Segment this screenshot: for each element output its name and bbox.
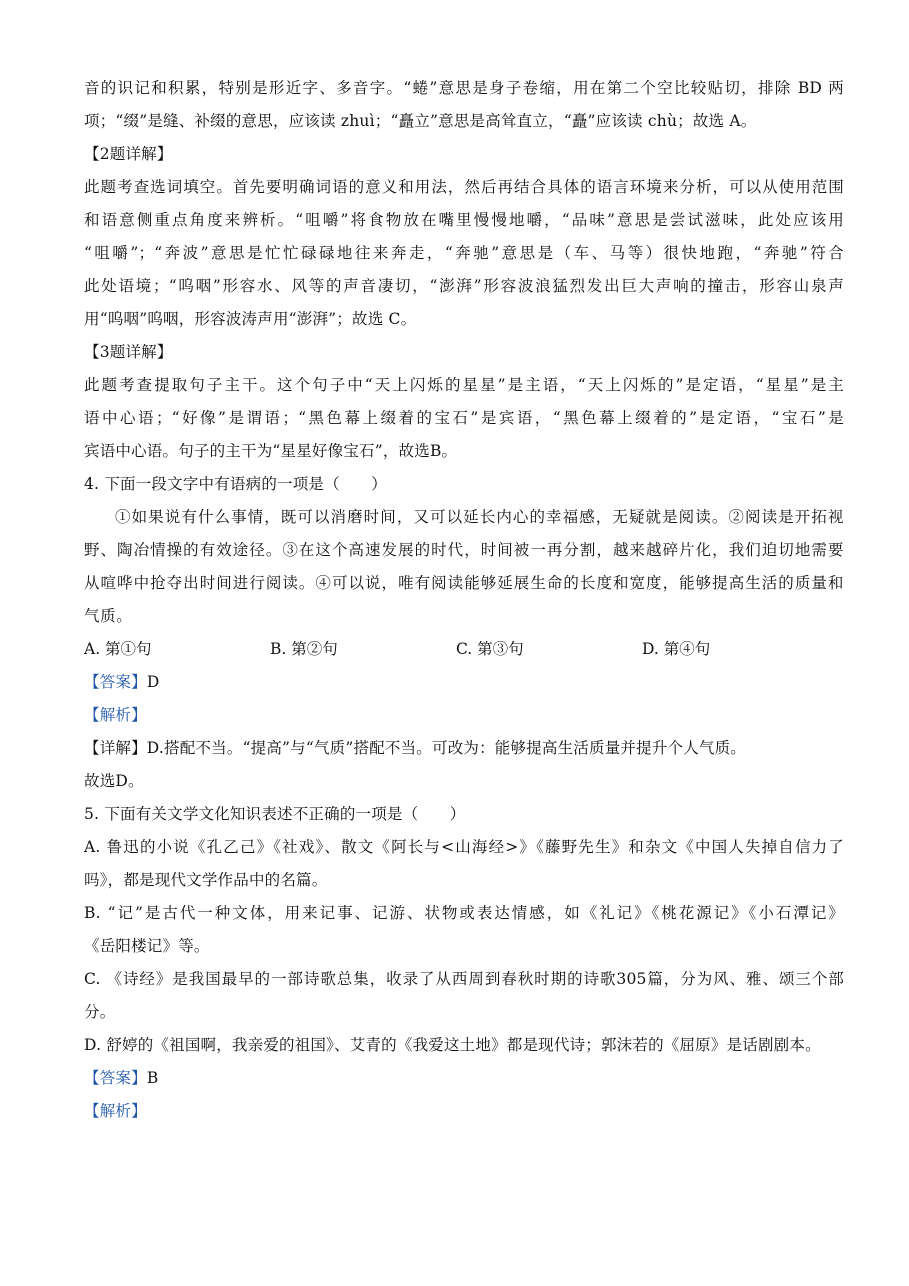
- q5-analysis-heading: [84, 1095, 844, 1128]
- answer-value: D: [146, 673, 160, 691]
- q3-detail-line: 宾语中心语。句子的主干为“星星好像宝石”，故选B。: [84, 442, 458, 460]
- document-page: [84, 72, 844, 1128]
- q4-analysis-heading: [84, 699, 844, 732]
- q4-passage: [84, 501, 844, 633]
- q2-detail-line: 用“呜咽”呜咽，形容波涛声用“澎湃”；故选 C。: [84, 310, 417, 328]
- passage-line: 从喧哗中抢夺出时间进行阅读。④可以说，唯有阅读能够延展生命的长度和宽度，能够提高生活的质量和: [84, 574, 844, 592]
- passage-line: 野、陶冶情操的有效途径。③在这个高速发展的时代，时间被一再分割，越来越碎片化，我们迫切地需要: [84, 541, 844, 559]
- analysis-tag: 【解析】: [84, 1102, 147, 1120]
- q3-detail-line: 此题考查提取句子主干。这个句子中“天上闪烁的星星”是主语，“天上闪烁的”是定语，“星星”是主: [84, 376, 844, 394]
- q4-options: [84, 633, 844, 666]
- q5-option-a-line: A. 鲁迅的小说《孔乙己》《社戏》、散文《阿长与<山海经>》《藤野先生》和杂文《中国人失掉自信力了: [84, 838, 844, 856]
- option-b: B. 第②句: [270, 640, 338, 658]
- q5-option-b-line: 《岳阳楼记》等。: [84, 937, 210, 955]
- analysis-tag: 【解析】: [84, 706, 147, 724]
- answer-tag: 【答案】: [84, 1069, 147, 1087]
- q2-detail-line: 此题考查选词填空。首先要明确词语的意义和用法，然后再结合具体的语言环境来分析，可以从使用范围: [84, 178, 844, 196]
- q4-stem: 4. 下面一段文字中有语病的一项是（ ）: [84, 475, 387, 493]
- option-a: A. 第①句: [84, 640, 152, 658]
- q5-answer: [84, 1062, 844, 1095]
- answer-tag: 【答案】: [84, 673, 147, 691]
- explanation-line: 音的识记和积累，特别是形近字、多音字。“蜷”意思是身子卷缩，用在第二个空比较贴切，排除 BD 两: [84, 79, 844, 97]
- q4-conclusion: 故选D。: [84, 772, 144, 790]
- option-c: C. 第③句: [456, 640, 524, 658]
- q5-option-c-line: C. 《诗经》是我国最早的一部诗歌总集，收录了从西周到春秋时期的诗歌305篇，分为风、雅、颂三个部: [84, 970, 844, 988]
- passage-line: 气质。: [84, 607, 133, 625]
- q4-detail: 【详解】D.搭配不当。“提高”与“气质”搭配不当。可改为：能够提高生活质量并提升个人气质。: [84, 739, 747, 757]
- answer-value: B: [146, 1069, 159, 1087]
- q2-detail-line: 此处语境；“呜咽”形容水、风等的声音凄切，“澎湃”形容波浪猛烈发出巨大声响的撞击，形容山泉声: [84, 277, 844, 295]
- q3-detail-heading: 【3题详解】: [84, 343, 173, 361]
- q2-detail-line: 和语意侧重点角度来辨析。“咀嚼”将食物放在嘴里慢慢地嚼，“品味”意思是尝试滋味，此处应该用: [84, 211, 844, 229]
- q2-detail-line: “咀嚼”；“奔波”意思是忙忙碌碌地往来奔走，“奔驰”意思是（车、马等）很快地跑，“奔驰”符合: [84, 244, 844, 262]
- option-d: D. 第④句: [642, 640, 711, 658]
- q5-option-a-line: 吗》，都是现代文学作品中的名篇。: [84, 871, 328, 889]
- q5-option-d-line: D. 舒婷的《祖国啊，我亲爱的祖国》、艾青的《我爱这土地》都是现代诗；郭沫若的《屈原》是话剧剧本。: [84, 1036, 821, 1054]
- q5-stem: 5. 下面有关文学文化知识表述不正确的一项是（ ）: [84, 805, 466, 823]
- q5-option-c-line: 分。: [84, 1003, 116, 1021]
- q5-option-b-line: B. “记”是古代一种文体，用来记事、记游、状物或表达情感，如《礼记》《桃花源记》《小石潭记》: [84, 904, 844, 922]
- q4-answer: [84, 666, 844, 699]
- passage-line: ①如果说有什么事情，既可以消磨时间，又可以延长内心的幸福感，无疑就是阅读。②阅读是开拓视: [115, 508, 844, 526]
- explanation-line: 项；“缀”是缝、补缀的意思，应该读 zhuì；“矗立”意思是高耸直立，“矗”应该读 chù；故选 A。: [84, 112, 757, 130]
- q3-detail-line: 语中心语；“好像”是谓语；“黑色幕上缀着的宝石”是宾语，“黑色幕上缀着的”是定语，“宝石”是: [84, 409, 844, 427]
- q2-detail-heading: 【2题详解】: [84, 145, 173, 163]
